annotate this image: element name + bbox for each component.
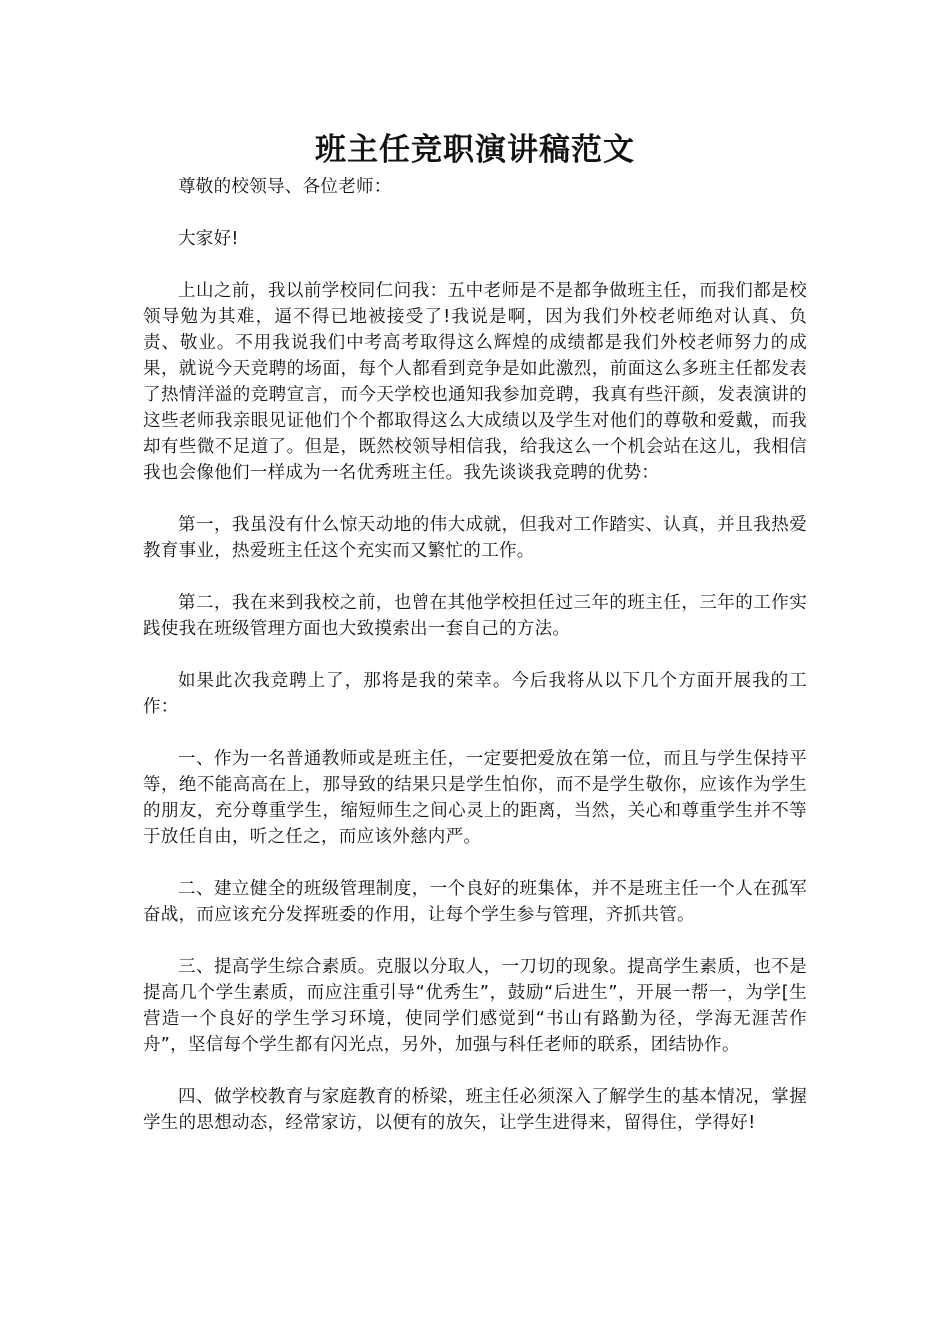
paragraph-plan-intro: 如果此次我竞聘上了，那将是我的荣幸。今后我将从以下几个方面开展我的工作： — [143, 671, 807, 717]
document-title: 班主任竞职演讲稿范文 — [315, 132, 635, 168]
paragraph-plan-1: 一、作为一名普通教师或是班主任，一定要把爱放在第一位，而且与学生保持平等，绝不能高高在上，那导致的结果只是学生怕你，而不是学生敬你，应该作为学生的朋友，充分尊重学生，缩短师生之间心灵上的距离，当然，关心和尊重学生并不等于放任自由，听之任之，而应该外慈内严。 — [143, 749, 807, 847]
paragraph-plan-3: 三、提高学生综合素质。克服以分取人，一刀切的现象。提高学生素质，也不是提高几个学生素质，而应注重引导“优秀生”，鼓励“后进生”，开展一帮一，为学[生营造一个良好的学生学习环境，使同学们感觉到“书山有路勤为径，学海无涯苦作舟”，坚信每个学生都有闪光点，另外，加强与科任老师的联系，团结协作。 — [143, 957, 807, 1055]
paragraph-plan-2: 二、建立健全的班级管理制度，一个良好的班集体，并不是班主任一个人在孤军奋战，而应该充分发挥班委的作用，让每个学生参与管理，齐抓共管。 — [143, 879, 807, 925]
document-body — [143, 174, 807, 1162]
paragraph-intro: 上山之前，我以前学校同仁问我：五中老师是不是都争做班主任，而我们都是校领导勉为其难，逼不得已地被接受了!我说是啊，因为我们外校老师绝对认真、负责、敬业。不用我说我们中考高考取得这么辉煌的成绩都是我们外校老师努力的成果，就说今天竞聘的场面，每个人都看到竞争是如此激烈，前面这么多班主任都发表了热情洋溢的竞聘宣言，而今天学校也通知我参加竞聘，我真有些汗颜，发表演讲的这些老师我亲眼见证他们个个都取得这么大成绩以及学生对他们的尊敬和爱戴，而我却有些微不足道了。但是，既然校领导相信我，给我这么一个机会站在这儿，我相信我也会像他们一样成为一名优秀班主任。我先谈谈我竞聘的优势： — [143, 281, 807, 483]
paragraph-salutation: 尊敬的校领导、各位老师： — [178, 177, 392, 197]
paragraph-plan-4: 四、做学校教育与家庭教育的桥梁，班主任必须深入了解学生的基本情况，掌握学生的思想动态，经常家访，以便有的放矢，让学生进得来，留得住，学得好! — [143, 1087, 807, 1133]
paragraph-advantage-2: 第二，我在来到我校之前，也曾在其他学校担任过三年的班主任，三年的工作实践使我在班级管理方面也大致摸索出一套自己的方法。 — [143, 593, 807, 639]
paragraph-greeting: 大家好! — [178, 229, 239, 249]
paragraph-advantage-1: 第一，我虽没有什么惊天动地的伟大成就，但我对工作踏实、认真，并且我热爱教育事业，热爱班主任这个充实而又繁忙的工作。 — [143, 515, 807, 561]
